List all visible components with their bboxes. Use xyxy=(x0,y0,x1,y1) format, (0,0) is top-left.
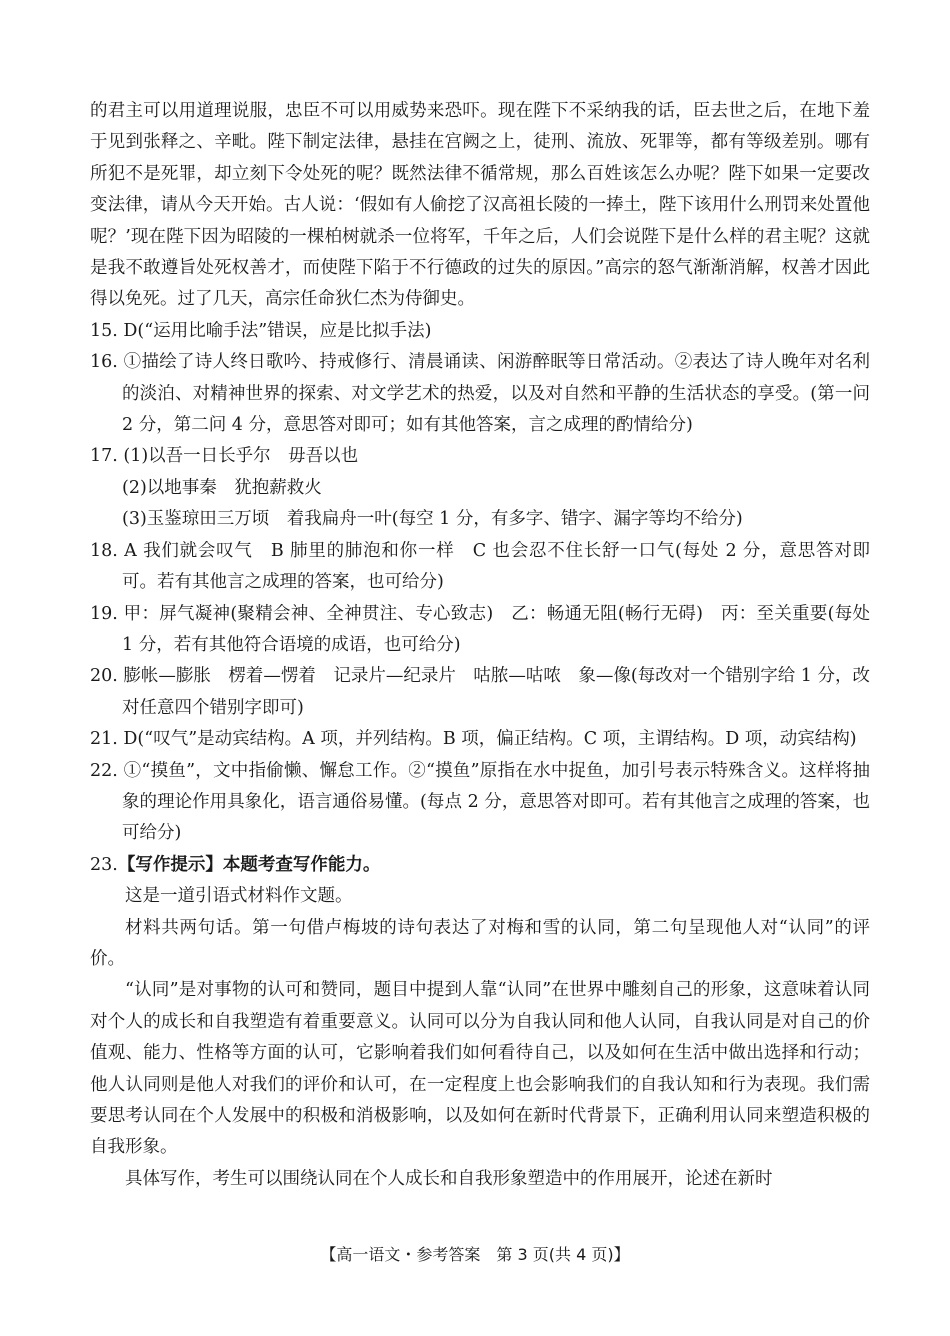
answer-16: 16. ①描绘了诗人终日歌吟、持戒修行、清晨诵读、闲游醉眠等日常活动。②表达了诗人晚年对名利的淡泊、对精神世界的探索、对文学艺术的热爱，以及对自然和平静的生活状态的享受。(第一问 2 分，第二问 4 分，意思答对即可；如有其他答案，言之成理的酌情给分) xyxy=(90,352,870,436)
writing-tip-label: 【写作提示】本题考查写作能力。 xyxy=(117,854,381,875)
answer-21: 21. D(“叹气”是动宾结构。A 项，并列结构。B 项，偏正结构。C 项，主谓结构。D 项，动宾结构) xyxy=(90,729,857,750)
answer-23-number: 23. xyxy=(90,854,118,875)
answer-17: 17. (1)以吾一日长乎尔 毋吾以也 xyxy=(90,446,359,467)
answer-23-heading xyxy=(90,850,870,881)
answer-17-part-3: (3)玉鉴琼田三万顷 着我扁舟一叶(每空 1 分，有多字、错字、漏字等均不给分) xyxy=(122,509,743,530)
answer-15: 15. D(“运用比喻手法”错误，应是比拟手法) xyxy=(90,320,432,341)
writing-paragraph-1: 这是一道引语式材料作文题。 xyxy=(125,886,353,907)
answer-19: 19. 甲：屏气凝神(聚精会神、全神贯注、专心致志) 乙：畅通无阻(畅行无碍) 丙：至关重要(每处 1 分，若有其他符合语境的成语，也可给分) xyxy=(90,603,870,655)
writing-paragraph-2: 材料共两句话。第一句借卢梅坡的诗句表达了对梅和雪的认同，第二句呈现他人对“认同”的评价。 xyxy=(90,917,870,969)
answer-page xyxy=(90,96,870,1195)
page-footer: 【高一语文・参考答案 第 3 页(共 4 页)】 xyxy=(320,1245,630,1264)
writing-paragraph-3: “认同”是对事物的认可和赞同，题目中提到人靠“认同”在世界中雕刻自己的形象，这意味着认同对个人的成长和自我塑造有着重要意义。认同可以分为自我认同和他人认同，自我认同是对自己的价值观、能力、性格等方面的认可，它影响着我们如何看待自己，以及如何在生活中做出选择和行动；他人认同则是他人对我们的评价和认可，在一定程度上也会影响我们的自我认知和行为表现。我们需要思考认同在个人发展中的积极和消极影响，以及如何在新时代背景下，正确利用认同来塑造积极的自我形象。 xyxy=(90,980,870,1158)
paragraph-continued: 的君主可以用道理说服，忠臣不可以用威势来恐吓。现在陛下不采纳我的话，臣去世之后，在地下羞于见到张释之、辛毗。陛下制定法律，悬挂在宫阙之上，徒刑、流放、死罪等，都有等级差别。哪有所犯不是死罪，却立刻下令处死的呢？既然法律不循常规，那么百姓该怎么办呢？陛下如果一定要改变法律，请从今天开始。古人说：‘假如有人偷挖了汉高祖长陵的一捧土，陛下该用什么刑罚来处置他呢？’现在陛下因为昭陵的一棵柏树就杀一位将军，千年之后，人们会说陛下是什么样的君主呢？这就是我不敢遵旨处死权善才，而使陛下陷于不行德政的过失的原因。”高宗的怒气渐渐消解，权善才因此得以免死。过了几天，高宗任命狄仁杰为侍御史。 xyxy=(90,101,870,310)
answer-20: 20. 膨帐—膨胀 楞着—愣着 记录片—纪录片 咕脓—咕哝 象—像(每改对一个错别字给 1 分，改对任意四个错别字即可) xyxy=(90,666,870,718)
answer-22: 22. ①“摸鱼”，文中指偷懒、懈怠工作。②“摸鱼”原指在水中捉鱼，加引号表示特殊含义。这样将抽象的理论作用具象化，语言通俗易懂。(每点 2 分，意思答对即可。若有其他言之成理的答案，也可给分) xyxy=(90,760,870,844)
answer-17-part-2: (2)以地事秦 犹抱薪救火 xyxy=(122,477,322,498)
writing-paragraph-4: 具体写作，考生可以围绕认同在个人成长和自我形象塑造中的作用展开，论述在新时 xyxy=(125,1168,773,1189)
answer-18: 18. A 我们就会叹气 B 肺里的肺泡和你一样 C 也会忍不住长舒一口气(每处 2 分，意思答对即可。若有其他言之成理的答案，也可给分) xyxy=(90,540,870,593)
